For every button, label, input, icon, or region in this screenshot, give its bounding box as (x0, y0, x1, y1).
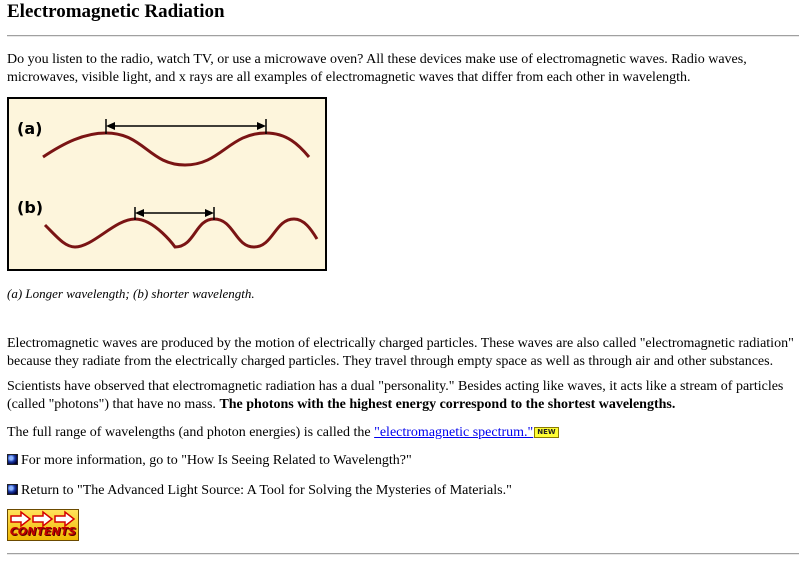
wavelength-arrow-b (135, 207, 214, 220)
label-a: (a) (17, 119, 43, 138)
blue-ball-bullet-icon (7, 484, 18, 495)
spectrum-text: The full range of wavelengths (and photon energies) is called the (7, 425, 375, 440)
more-info-item[interactable] (7, 452, 412, 470)
dual-bold-text: The photons with the highest energy correspond to the shortest wavelengths. (219, 397, 676, 412)
dual-text: Scientists have observed that electromagnetic radiation has a dual "personality." Besides acting like waves, it acts like a stream of particles (called "photons") that have no mass. (7, 379, 784, 412)
more-info-text[interactable]: For more information, go to "How Is Seeing Related to Wavelength?" (21, 453, 412, 468)
electromagnetic-spectrum-link[interactable]: "electromagnetic spectrum." (374, 425, 534, 440)
contents-label: CONTENTS (9, 525, 77, 538)
dual-personality-paragraph (7, 378, 797, 414)
produced-paragraph: Electromagnetic waves are produced by the motion of electrically charged particles. These waves are also called "electromagnetic radiation" because they radiate from the electrically charged particles. They travel through empty space as well as through air and other substances. (7, 336, 794, 369)
contents-button[interactable] (7, 509, 79, 541)
intro-paragraph: Do you listen to the radio, watch TV, or use a microwave oven? All these devices make use of electromagnetic waves. Radio waves, microwaves, visible light, and x rays are all examples of electromagnetic waves that differ from each other in wavelength. (7, 52, 747, 85)
figure-caption: (a) Longer wavelength; (b) shorter wavelength. (7, 286, 255, 301)
wave-b (45, 219, 317, 247)
page-title: Electromagnetic Radiation (7, 1, 225, 22)
return-text[interactable]: Return to "The Advanced Light Source: A Tool for Solving the Mysteries of Materials." (21, 483, 512, 498)
wavelength-diagram (9, 99, 325, 269)
bottom-divider (7, 553, 799, 555)
return-item[interactable] (7, 482, 512, 500)
wave-a (43, 133, 309, 165)
label-b: (b) (17, 198, 44, 217)
spectrum-paragraph (7, 424, 797, 442)
blue-ball-bullet-icon (7, 454, 18, 465)
wavelength-figure (7, 97, 327, 271)
top-divider (7, 35, 799, 37)
wavelength-arrow-a (106, 119, 266, 134)
new-badge: NEW (534, 427, 558, 438)
